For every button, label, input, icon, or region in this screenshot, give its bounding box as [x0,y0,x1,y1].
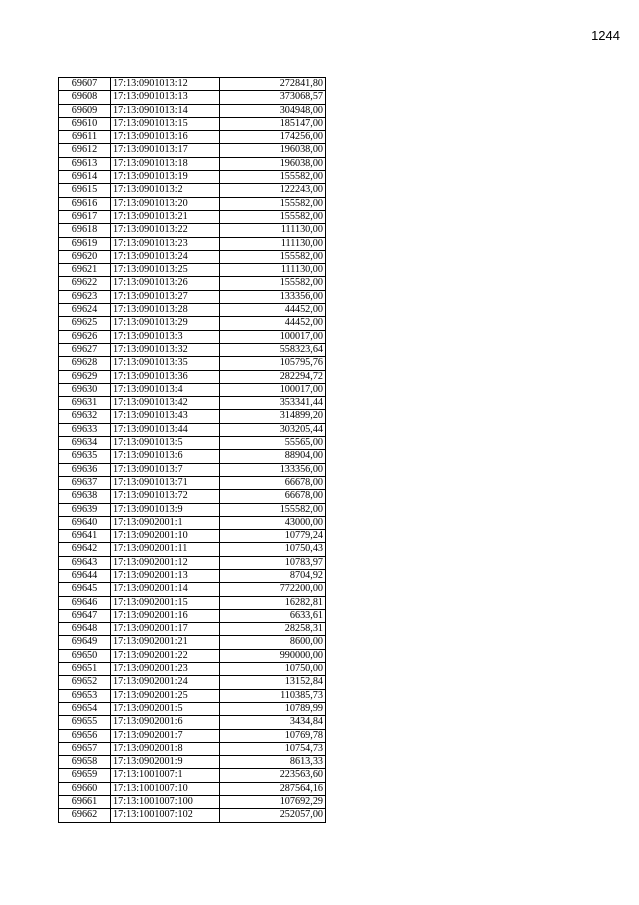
cadastral-value-cell: 155582,00 [220,171,326,184]
row-number-cell: 69631 [59,397,111,410]
table-row [59,742,326,755]
table-row [59,516,326,529]
cadastral-value-cell: 105795,76 [220,357,326,370]
cadastral-number-cell: 17:13:0902001:21 [111,636,220,649]
cadastral-value-cell: 252057,00 [220,809,326,822]
cadastral-number-cell: 17:13:0901013:18 [111,157,220,170]
cadastral-value-cell: 100017,00 [220,330,326,343]
cadastral-value-cell: 122243,00 [220,184,326,197]
row-number-cell: 69661 [59,796,111,809]
cadastral-value-cell: 10750,00 [220,663,326,676]
table-row [59,702,326,715]
cadastral-value-cell: 373068,57 [220,91,326,104]
row-number-cell: 69642 [59,543,111,556]
cadastral-value-cell: 155582,00 [220,277,326,290]
cadastral-number-cell: 17:13:0901013:7 [111,463,220,476]
cadastral-number-cell: 17:13:0901013:28 [111,304,220,317]
cadastral-number-cell: 17:13:0901013:4 [111,383,220,396]
table-row [59,264,326,277]
table-row [59,78,326,91]
cadastral-number-cell: 17:13:0902001:9 [111,756,220,769]
table-row [59,609,326,622]
cadastral-value-cell: 111130,00 [220,264,326,277]
page-number: 1244 [591,28,620,43]
row-number-cell: 69618 [59,224,111,237]
cadastral-number-cell: 17:13:0901013:17 [111,144,220,157]
cadastral-number-cell: 17:13:0901013:22 [111,224,220,237]
cadastral-number-cell: 17:13:1001007:102 [111,809,220,822]
row-number-cell: 69649 [59,636,111,649]
table-row [59,131,326,144]
row-number-cell: 69613 [59,157,111,170]
cadastral-number-cell: 17:13:0901013:3 [111,330,220,343]
cadastral-value-cell: 155582,00 [220,210,326,223]
table-row [59,556,326,569]
cadastral-number-cell: 17:13:0901013:21 [111,210,220,223]
cadastral-number-cell: 17:13:0902001:10 [111,530,220,543]
cadastral-value-cell: 185147,00 [220,117,326,130]
table-row [59,157,326,170]
table-row [59,490,326,503]
cadastral-number-cell: 17:13:0901013:19 [111,171,220,184]
row-number-cell: 69644 [59,569,111,582]
cadastral-number-cell: 17:13:0901013:42 [111,397,220,410]
cadastral-value-cell: 107692,29 [220,796,326,809]
cadastral-number-cell: 17:13:0901013:44 [111,423,220,436]
table-row [59,636,326,649]
table-row [59,224,326,237]
cadastral-value-cell: 3434,84 [220,716,326,729]
table-row [59,769,326,782]
cadastral-value-cell: 287564,16 [220,782,326,795]
cadastral-value-cell: 8704,92 [220,569,326,582]
row-number-cell: 69608 [59,91,111,104]
row-number-cell: 69647 [59,609,111,622]
row-number-cell: 69658 [59,756,111,769]
cadastral-number-cell: 17:13:0901013:26 [111,277,220,290]
cadastral-number-cell: 17:13:0902001:14 [111,583,220,596]
table-row [59,383,326,396]
cadastral-value-cell: 10783,97 [220,556,326,569]
row-number-cell: 69648 [59,623,111,636]
row-number-cell: 69645 [59,583,111,596]
table-row [59,317,326,330]
row-number-cell: 69633 [59,423,111,436]
row-number-cell: 69623 [59,290,111,303]
cadastral-value-cell: 282294,72 [220,370,326,383]
cadastral-number-cell: 17:13:0902001:13 [111,569,220,582]
row-number-cell: 69662 [59,809,111,822]
table-row [59,476,326,489]
table-row [59,277,326,290]
cadastral-number-cell: 17:13:0901013:36 [111,370,220,383]
row-number-cell: 69616 [59,197,111,210]
table-row [59,171,326,184]
cadastral-value-cell: 772200,00 [220,583,326,596]
table-row [59,796,326,809]
table-row [59,91,326,104]
table-row [59,104,326,117]
row-number-cell: 69611 [59,131,111,144]
cadastral-number-cell: 17:13:1001007:1 [111,769,220,782]
cadastral-number-cell: 17:13:0901013:12 [111,78,220,91]
cadastral-number-cell: 17:13:0902001:8 [111,742,220,755]
table-row [59,304,326,317]
row-number-cell: 69619 [59,237,111,250]
row-number-cell: 69643 [59,556,111,569]
table-row [59,716,326,729]
cadastral-number-cell: 17:13:0901013:16 [111,131,220,144]
row-number-cell: 69610 [59,117,111,130]
cadastral-value-cell: 133356,00 [220,290,326,303]
table-row [59,809,326,822]
cadastral-value-cell: 223563,60 [220,769,326,782]
table-row [59,290,326,303]
cadastral-number-cell: 17:13:0901013:24 [111,250,220,263]
table-row [59,437,326,450]
row-number-cell: 69659 [59,769,111,782]
row-number-cell: 69612 [59,144,111,157]
cadastral-number-cell: 17:13:0901013:20 [111,197,220,210]
cadastral-value-cell: 990000,00 [220,649,326,662]
cadastral-value-cell: 353341,44 [220,397,326,410]
cadastral-number-cell: 17:13:0901013:25 [111,264,220,277]
table-row [59,503,326,516]
table-row [59,463,326,476]
cadastral-value-cell: 10754,73 [220,742,326,755]
row-number-cell: 69615 [59,184,111,197]
row-number-cell: 69614 [59,171,111,184]
cadastral-number-cell: 17:13:0902001:11 [111,543,220,556]
row-number-cell: 69653 [59,689,111,702]
table-row [59,397,326,410]
table-row [59,184,326,197]
row-number-cell: 69660 [59,782,111,795]
row-number-cell: 69635 [59,450,111,463]
row-number-cell: 69634 [59,437,111,450]
cadastral-number-cell: 17:13:0902001:5 [111,702,220,715]
row-number-cell: 69617 [59,210,111,223]
cadastral-value-cell: 155582,00 [220,503,326,516]
cadastral-number-cell: 17:13:0901013:13 [111,91,220,104]
table-row [59,117,326,130]
row-number-cell: 69609 [59,104,111,117]
table-row [59,210,326,223]
row-number-cell: 69655 [59,716,111,729]
row-number-cell: 69628 [59,357,111,370]
cadastral-value-cell: 304948,00 [220,104,326,117]
cadastral-value-cell: 66678,00 [220,476,326,489]
cadastral-value-cell: 10789,99 [220,702,326,715]
row-number-cell: 69646 [59,596,111,609]
cadastral-number-cell: 17:13:0901013:35 [111,357,220,370]
row-number-cell: 69620 [59,250,111,263]
table-row [59,756,326,769]
row-number-cell: 69656 [59,729,111,742]
cadastral-value-table [58,77,326,823]
table-row [59,596,326,609]
row-number-cell: 69627 [59,343,111,356]
cadastral-value-cell: 110385,73 [220,689,326,702]
row-number-cell: 69637 [59,476,111,489]
cadastral-number-cell: 17:13:0901013:29 [111,317,220,330]
row-number-cell: 69639 [59,503,111,516]
cadastral-number-cell: 17:13:0902001:6 [111,716,220,729]
cadastral-value-cell: 55565,00 [220,437,326,450]
cadastral-value-cell: 44452,00 [220,317,326,330]
cadastral-number-cell: 17:13:0901013:72 [111,490,220,503]
cadastral-number-cell: 17:13:0902001:15 [111,596,220,609]
table-row [59,729,326,742]
table-row [59,370,326,383]
table-row [59,649,326,662]
cadastral-value-cell: 8600,00 [220,636,326,649]
row-number-cell: 69622 [59,277,111,290]
cadastral-value-cell: 44452,00 [220,304,326,317]
row-number-cell: 69638 [59,490,111,503]
table-body [59,78,326,823]
cadastral-number-cell: 17:13:0901013:14 [111,104,220,117]
cadastral-value-cell: 155582,00 [220,197,326,210]
cadastral-number-cell: 17:13:0901013:23 [111,237,220,250]
cadastral-value-cell: 155582,00 [220,250,326,263]
table-row [59,543,326,556]
cadastral-number-cell: 17:13:0901013:5 [111,437,220,450]
cadastral-value-cell: 8613,33 [220,756,326,769]
cadastral-value-cell: 196038,00 [220,157,326,170]
cadastral-value-cell: 272841,80 [220,78,326,91]
table-row [59,330,326,343]
row-number-cell: 69626 [59,330,111,343]
table-row [59,676,326,689]
cadastral-number-cell: 17:13:0902001:25 [111,689,220,702]
cadastral-value-cell: 10769,78 [220,729,326,742]
cadastral-number-cell: 17:13:0902001:12 [111,556,220,569]
cadastral-value-cell: 13152,84 [220,676,326,689]
cadastral-number-cell: 17:13:0901013:27 [111,290,220,303]
cadastral-value-cell: 133356,00 [220,463,326,476]
cadastral-value-cell: 111130,00 [220,237,326,250]
row-number-cell: 69629 [59,370,111,383]
cadastral-value-cell: 10779,24 [220,530,326,543]
cadastral-number-cell: 17:13:0902001:23 [111,663,220,676]
cadastral-number-cell: 17:13:0901013:71 [111,476,220,489]
cadastral-number-cell: 17:13:0901013:15 [111,117,220,130]
cadastral-number-cell: 17:13:1001007:10 [111,782,220,795]
cadastral-value-cell: 303205,44 [220,423,326,436]
row-number-cell: 69624 [59,304,111,317]
row-number-cell: 69621 [59,264,111,277]
cadastral-number-cell: 17:13:0902001:17 [111,623,220,636]
table-row [59,343,326,356]
cadastral-number-cell: 17:13:1001007:100 [111,796,220,809]
row-number-cell: 69640 [59,516,111,529]
cadastral-number-cell: 17:13:0901013:6 [111,450,220,463]
cadastral-number-cell: 17:13:0901013:43 [111,410,220,423]
table-row [59,410,326,423]
table-row [59,250,326,263]
row-number-cell: 69630 [59,383,111,396]
table-row [59,197,326,210]
cadastral-number-cell: 17:13:0901013:32 [111,343,220,356]
row-number-cell: 69607 [59,78,111,91]
table-row [59,623,326,636]
row-number-cell: 69650 [59,649,111,662]
row-number-cell: 69654 [59,702,111,715]
row-number-cell: 69641 [59,530,111,543]
cadastral-value-cell: 10750,43 [220,543,326,556]
cadastral-value-cell: 196038,00 [220,144,326,157]
row-number-cell: 69651 [59,663,111,676]
cadastral-value-cell: 314899,20 [220,410,326,423]
cadastral-number-cell: 17:13:0902001:7 [111,729,220,742]
cadastral-value-cell: 88904,00 [220,450,326,463]
cadastral-value-cell: 16282,81 [220,596,326,609]
cadastral-number-cell: 17:13:0901013:2 [111,184,220,197]
table-row [59,423,326,436]
cadastral-number-cell: 17:13:0902001:1 [111,516,220,529]
table-row [59,583,326,596]
table-row [59,357,326,370]
row-number-cell: 69652 [59,676,111,689]
cadastral-value-cell: 111130,00 [220,224,326,237]
table-row [59,569,326,582]
table-row [59,144,326,157]
cadastral-number-cell: 17:13:0902001:16 [111,609,220,622]
cadastral-value-cell: 66678,00 [220,490,326,503]
table-row [59,450,326,463]
cadastral-value-cell: 558323,64 [220,343,326,356]
table-row [59,237,326,250]
cadastral-number-cell: 17:13:0901013:9 [111,503,220,516]
cadastral-value-cell: 100017,00 [220,383,326,396]
cadastral-value-cell: 6633,61 [220,609,326,622]
cadastral-value-cell: 43000,00 [220,516,326,529]
cadastral-value-cell: 174256,00 [220,131,326,144]
row-number-cell: 69625 [59,317,111,330]
row-number-cell: 69657 [59,742,111,755]
cadastral-number-cell: 17:13:0902001:24 [111,676,220,689]
row-number-cell: 69632 [59,410,111,423]
row-number-cell: 69636 [59,463,111,476]
cadastral-number-cell: 17:13:0902001:22 [111,649,220,662]
table-row [59,530,326,543]
table-row [59,782,326,795]
cadastral-value-cell: 28258,31 [220,623,326,636]
table-row [59,663,326,676]
table-row [59,689,326,702]
